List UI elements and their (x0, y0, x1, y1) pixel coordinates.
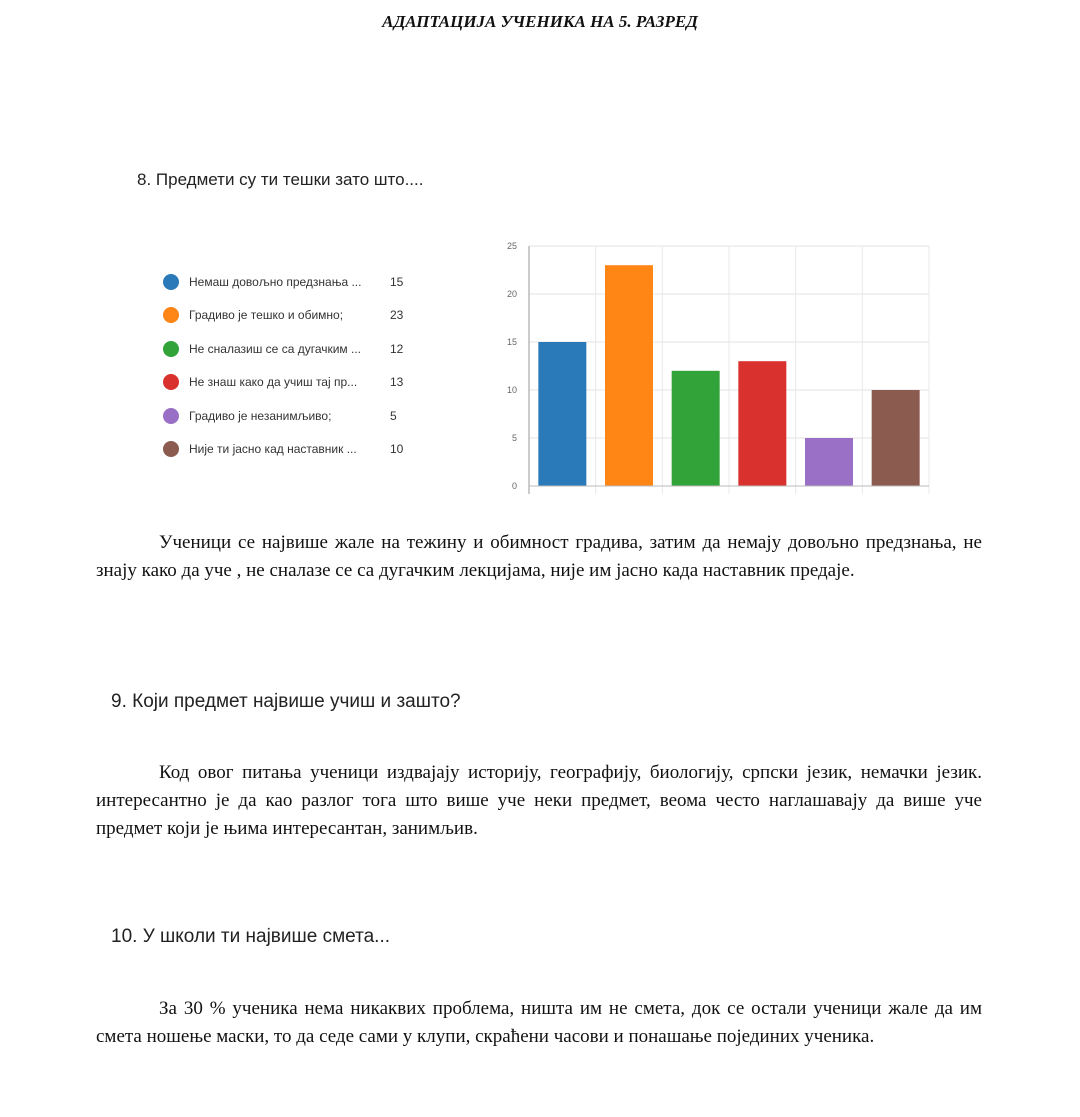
bar (872, 390, 920, 486)
legend-item (163, 338, 413, 371)
legend-swatch (163, 441, 179, 457)
legend-item (163, 438, 413, 471)
legend-value: 12 (390, 341, 404, 356)
legend-value: 13 (390, 375, 404, 390)
legend-swatch (163, 307, 179, 323)
legend-value: 15 (390, 275, 404, 289)
legend-item (163, 405, 413, 438)
question-9-heading: 9. Који предмет највише учиш и зашто? (111, 691, 461, 712)
legend-swatch (163, 341, 179, 357)
legend-value: 5 (390, 408, 397, 423)
chart-legend (163, 271, 413, 471)
bar (805, 438, 853, 486)
legend-label: Градиво је незанимљиво; (189, 408, 332, 423)
bar (672, 371, 720, 486)
legend-swatch (163, 274, 179, 290)
y-tick-label: 25 (506, 241, 517, 251)
legend-label: Немаш довољно предзнања ... (189, 275, 362, 289)
bar-chart (495, 236, 935, 498)
legend-swatch (163, 408, 179, 424)
legend-swatch (163, 374, 179, 390)
legend-label: Не знаш како да учиш тај пр... (189, 375, 358, 390)
legend-label: Не сналазиш се са дугачким ... (189, 341, 362, 356)
question-9-paragraph: Код овог питања ученици издвајају историју, географију, биологију, српски језик, немачки језик. интересантно је да као разлог тога што више уче неки предмет, веома често наглашавају да више уче предмет који је њима интересантан, занимљив. (96, 762, 982, 839)
legend-value: 10 (390, 441, 404, 456)
y-tick-label: 5 (511, 433, 517, 443)
bar (738, 361, 786, 486)
bar (538, 342, 586, 486)
question-10-heading: 10. У школи ти највише смета... (111, 926, 390, 947)
legend-label: Није ти јасно кад наставник ... (189, 441, 357, 456)
y-tick-label: 0 (511, 481, 517, 491)
bar (605, 265, 653, 486)
y-tick-label: 15 (506, 337, 517, 347)
question-10-paragraph: За 30 % ученика нема никаквих проблема, ништа им не смета, док се остали ученици жале да им смета ношење маски, то да седе сами у клупи, скраћени часови и понашање појединих ученика. (96, 998, 982, 1047)
y-tick-label: 10 (506, 385, 517, 395)
legend-value: 23 (390, 308, 404, 323)
legend-item (163, 371, 413, 404)
legend-item (163, 304, 413, 337)
legend-label: Градиво је тешко и обимно; (189, 308, 344, 323)
y-tick-label: 20 (506, 289, 517, 299)
question-8-heading: 8. Предмети су ти тешки зато што.... (137, 170, 424, 189)
page-header-title: АДАПТАЦИЈА УЧЕНИКА НА 5. РАЗРЕД (382, 12, 698, 31)
legend-item (163, 271, 413, 304)
question-8-paragraph: Ученици се највише жале на тежину и обимност градива, затим да немају довољно предзнања, не знају како да уче , не сналазе се са дугачким лекцијама, није им јасно када наставник предаје. (96, 532, 982, 581)
